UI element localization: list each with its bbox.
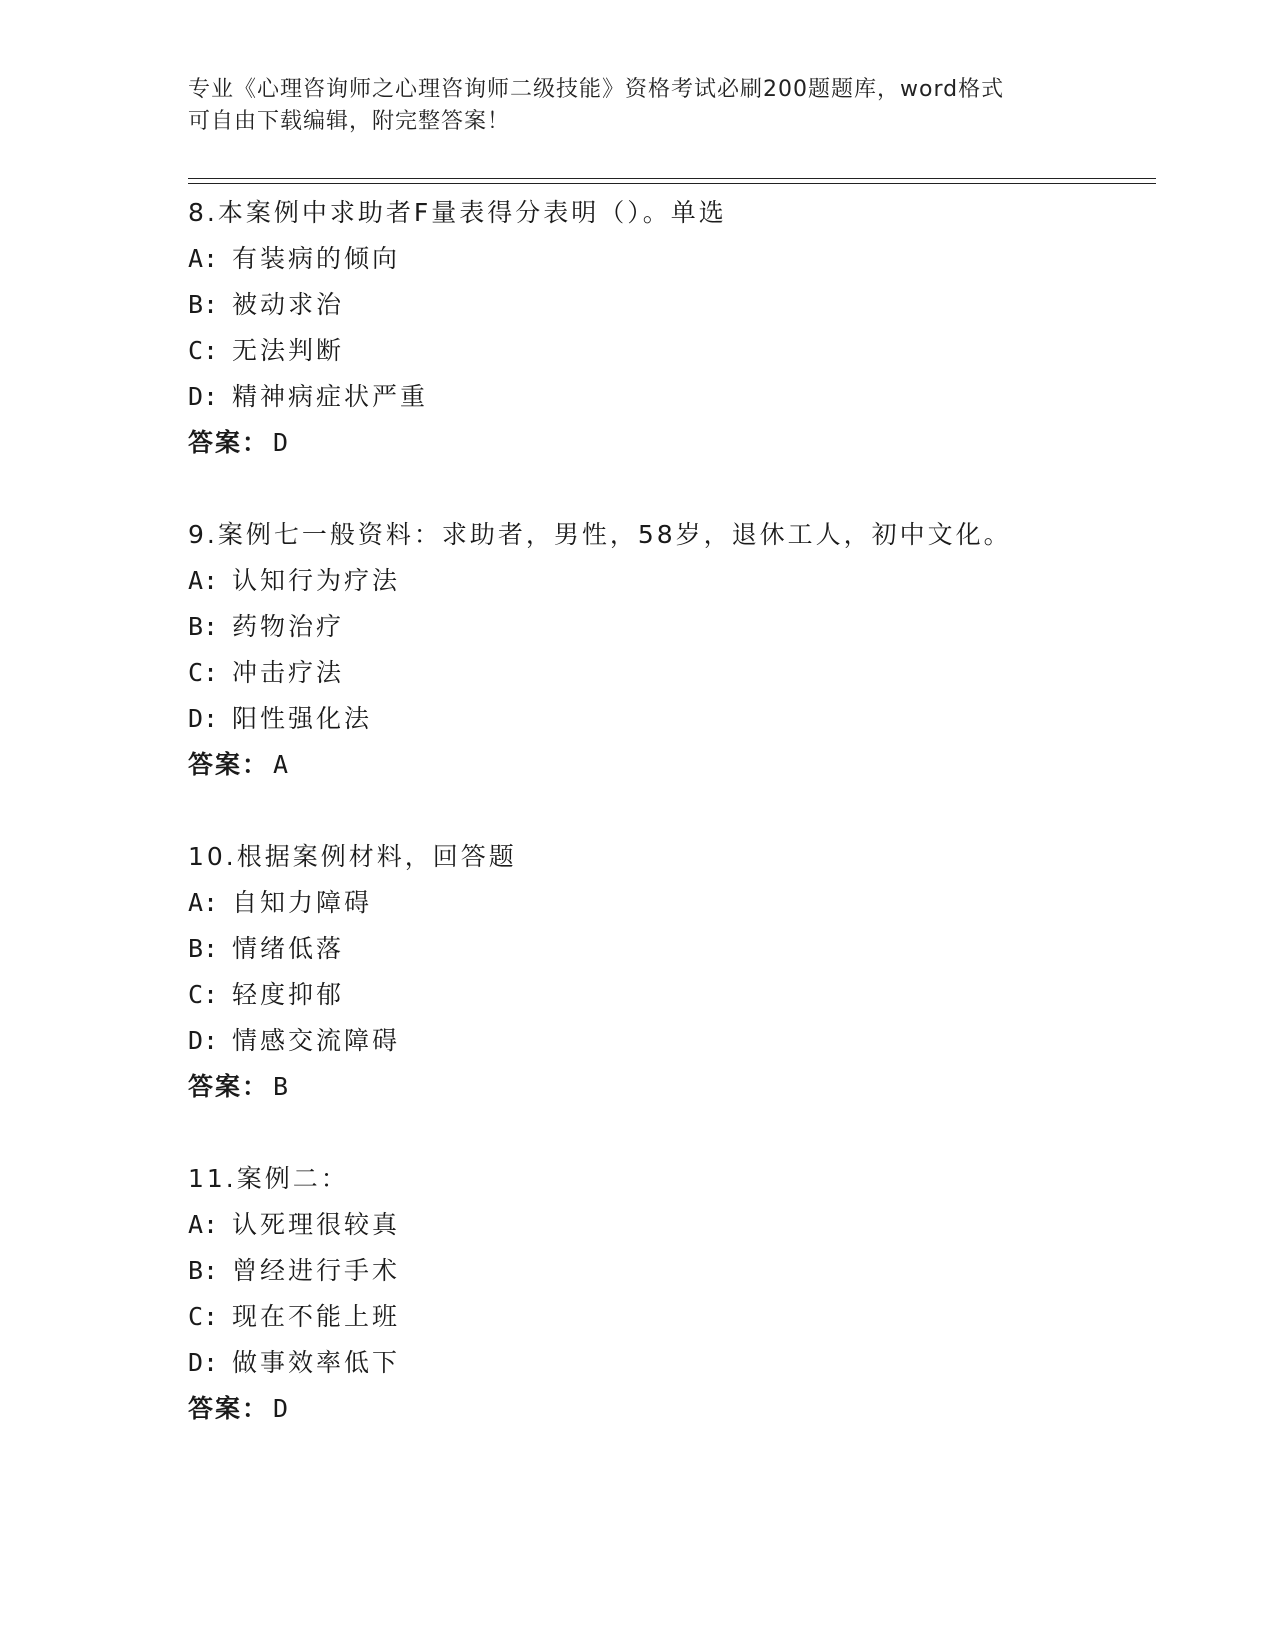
option-a xyxy=(188,1202,1148,1248)
option-letter: A: xyxy=(188,888,219,917)
option-letter: B: xyxy=(188,1256,219,1285)
option-letter: C: xyxy=(188,1302,219,1331)
option-text: 认死理很较真 xyxy=(232,1210,401,1239)
option-b xyxy=(188,926,1148,972)
option-d xyxy=(188,696,1148,742)
option-a xyxy=(188,880,1148,926)
option-text: 精神病症状严重 xyxy=(232,382,429,411)
question-title: 8.本案例中求助者F量表得分表明（）。单选 xyxy=(188,198,727,227)
answer-line xyxy=(188,1386,1148,1432)
question-item xyxy=(188,1156,1148,1432)
question-spacer xyxy=(188,1110,1148,1156)
answer-value: D xyxy=(273,1394,291,1423)
option-text: 情感交流障碍 xyxy=(232,1026,401,1055)
question-title: 10.根据案例材料，回答题 xyxy=(188,842,517,871)
header-line-1: 专业《心理咨询师之心理咨询师二级技能》资格考试必刷200题题库，word格式 xyxy=(188,77,1005,102)
option-letter: C: xyxy=(188,336,219,365)
option-letter: D: xyxy=(188,1348,219,1377)
header-divider-bottom xyxy=(188,183,1156,184)
option-c xyxy=(188,650,1148,696)
answer-line xyxy=(188,1064,1148,1110)
option-text: 有装病的倾向 xyxy=(232,244,401,273)
option-c xyxy=(188,328,1148,374)
option-text: 冲击疗法 xyxy=(232,658,345,687)
document-header xyxy=(188,74,1088,138)
option-text: 情绪低落 xyxy=(232,934,345,963)
option-b xyxy=(188,282,1148,328)
option-letter: C: xyxy=(188,980,219,1009)
option-letter: A: xyxy=(188,1210,219,1239)
question-title: 9.案例七一般资料：求助者，男性，58岁，退休工人，初中文化。 xyxy=(188,520,1012,549)
answer-line xyxy=(188,420,1148,466)
answer-label: 答案： xyxy=(188,1394,270,1423)
option-text: 无法判断 xyxy=(232,336,345,365)
option-text: 被动求治 xyxy=(232,290,345,319)
option-letter: D: xyxy=(188,704,219,733)
option-b xyxy=(188,1248,1148,1294)
option-text: 自知力障碍 xyxy=(232,888,373,917)
option-letter: A: xyxy=(188,566,219,595)
question-item xyxy=(188,512,1148,834)
option-text: 轻度抑郁 xyxy=(232,980,345,1009)
option-letter: A: xyxy=(188,244,219,273)
answer-label: 答案： xyxy=(188,1072,270,1101)
answer-value: B xyxy=(273,1072,291,1101)
option-d xyxy=(188,374,1148,420)
option-a xyxy=(188,236,1148,282)
question-item xyxy=(188,190,1148,512)
question-title: 11.案例二： xyxy=(188,1164,349,1193)
option-letter: C: xyxy=(188,658,219,687)
question-item xyxy=(188,834,1148,1156)
option-b xyxy=(188,604,1148,650)
option-text: 认知行为疗法 xyxy=(232,566,401,595)
option-letter: D: xyxy=(188,382,219,411)
answer-line xyxy=(188,742,1148,788)
option-a xyxy=(188,558,1148,604)
option-text: 曾经进行手术 xyxy=(232,1256,401,1285)
question-list xyxy=(188,190,1148,1432)
option-c xyxy=(188,1294,1148,1340)
option-letter: B: xyxy=(188,290,219,319)
option-text: 现在不能上班 xyxy=(232,1302,401,1331)
header-line-2: 可自由下载编辑，附完整答案！ xyxy=(188,109,511,134)
option-letter: B: xyxy=(188,934,219,963)
option-text: 药物治疗 xyxy=(232,612,345,641)
option-text: 做事效率低下 xyxy=(232,1348,401,1377)
option-letter: B: xyxy=(188,612,219,641)
option-text: 阳性强化法 xyxy=(232,704,373,733)
option-d xyxy=(188,1340,1148,1386)
question-spacer xyxy=(188,466,1148,512)
option-letter: D: xyxy=(188,1026,219,1055)
answer-label: 答案： xyxy=(188,428,270,457)
option-d xyxy=(188,1018,1148,1064)
header-divider-top xyxy=(188,178,1156,179)
answer-value: A xyxy=(273,750,291,779)
answer-value: D xyxy=(273,428,291,457)
answer-label: 答案： xyxy=(188,750,270,779)
question-spacer xyxy=(188,788,1148,834)
option-c xyxy=(188,972,1148,1018)
